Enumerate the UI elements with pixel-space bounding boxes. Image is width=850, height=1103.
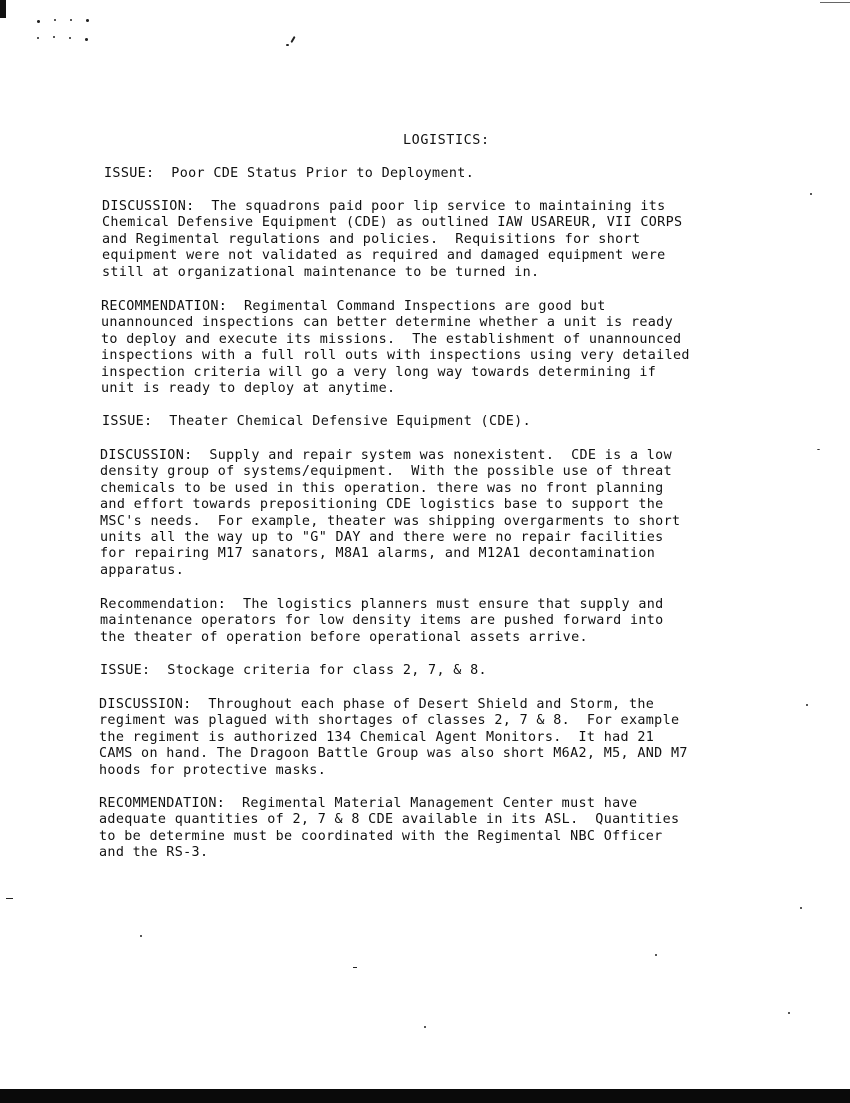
text-line: chemicals to be used in this operation. there was no front planning [100,480,664,496]
text-line: RECOMMENDATION: Regimental Material Management Center must have [99,796,638,811]
text-line: DISCUSSION: Throughout each phase of Desert Shield and Storm, the [99,697,655,712]
text-line: Chemical Defensive Equipment (CDE) as outlined IAW USAREUR, VII CORPS [102,215,683,231]
text-line: regiment was plagued with shortages of classes 2, 7 & 8. For example [99,713,680,729]
text-line: DISCUSSION: The squadrons paid poor lip service to maintaining its [102,199,666,214]
scan-speck [54,19,56,21]
text-line: for repairing M17 sanators, M8A1 alarms, and M12A1 decontamination [100,546,656,562]
scan-speck [69,37,71,39]
text-line: unannounced inspections can better determine whether a unit is ready [101,315,674,331]
text-line: unit is ready to deploy at anytime. [101,381,396,396]
text-line: the theater of operation before operational assets arrive. [100,629,588,645]
text-line: and effort towards prepositioning CDE logistics base to support the [100,497,664,513]
scan-speck [810,193,812,195]
text-line: DISCUSSION: Supply and repair system was nonexistent. CDE is a low [100,448,673,463]
scan-speck [53,36,55,38]
scan-speck [37,20,40,23]
scan-edge-line [820,2,850,3]
scan-speck [286,44,289,46]
text-line: and the RS-3. [99,845,209,861]
scan-speck [800,907,802,909]
scan-speck [817,449,820,450]
scan-speck [353,967,357,968]
text-line: ISSUE: Stockage criteria for class 2, 7, & 8. [100,663,487,678]
text-line: units all the way up to "G" DAY and there were no repair facilities [100,530,664,545]
text-line: density group of systems/equipment. With the possible use of threat [100,464,673,480]
scan-speck [806,704,808,706]
text-line: ISSUE: Theater Chemical Defensive Equipment (CDE). [102,414,532,429]
text-line: MSC's needs. For example, theater was shipping overgarments to short [100,513,681,529]
text-line: apparatus. [100,562,185,578]
scan-speck [6,898,13,899]
text-line: to be determine must be coordinated with the Regimental NBC Officer [99,828,663,844]
text-line: and Regimental regulations and policies. Requisitions for short [102,231,641,247]
scan-speck [85,38,88,41]
text-line: CAMS on hand. The Dragoon Battle Group was also short M6A2, M5, AND M7 [99,746,688,762]
scan-bottom-edge [0,1089,850,1103]
scan-speck [290,36,295,43]
scan-edge-mark [0,0,6,18]
text-line: the regiment is authorized 134 Chemical Agent Monitors. It had 21 [99,729,655,745]
text-line: hoods for protective masks. [99,762,327,778]
text-line: inspection criteria will go a very long way towards determining if [101,364,657,380]
scan-speck [424,1026,426,1028]
text-line: maintenance operators for low density items are pushed forward into [100,613,664,629]
text-line: to deploy and execute its missions. The establishment of unannounced [101,331,682,347]
page-title: LOGISTICS: [403,133,490,148]
scan-speck [140,935,142,937]
scan-speck [86,19,89,22]
text-line: still at organizational maintenance to be turned in. [102,264,540,280]
scan-speck [655,954,657,956]
text-line: RECOMMENDATION: Regimental Command Inspections are good but [101,299,606,314]
text-line: equipment were not validated as required and damaged equipment were [102,248,666,264]
text-line: adequate quantities of 2, 7 & 8 CDE available in its ASL. Quantities [99,812,680,828]
scan-speck [788,1012,790,1014]
scan-speck [70,19,72,21]
text-line: Recommendation: The logistics planners must ensure that supply and [100,597,664,612]
text-line: inspections with a full roll outs with inspections using very detailed [101,348,690,364]
scan-speck [37,37,39,39]
text-line: ISSUE: Poor CDE Status Prior to Deployment. [104,166,475,181]
